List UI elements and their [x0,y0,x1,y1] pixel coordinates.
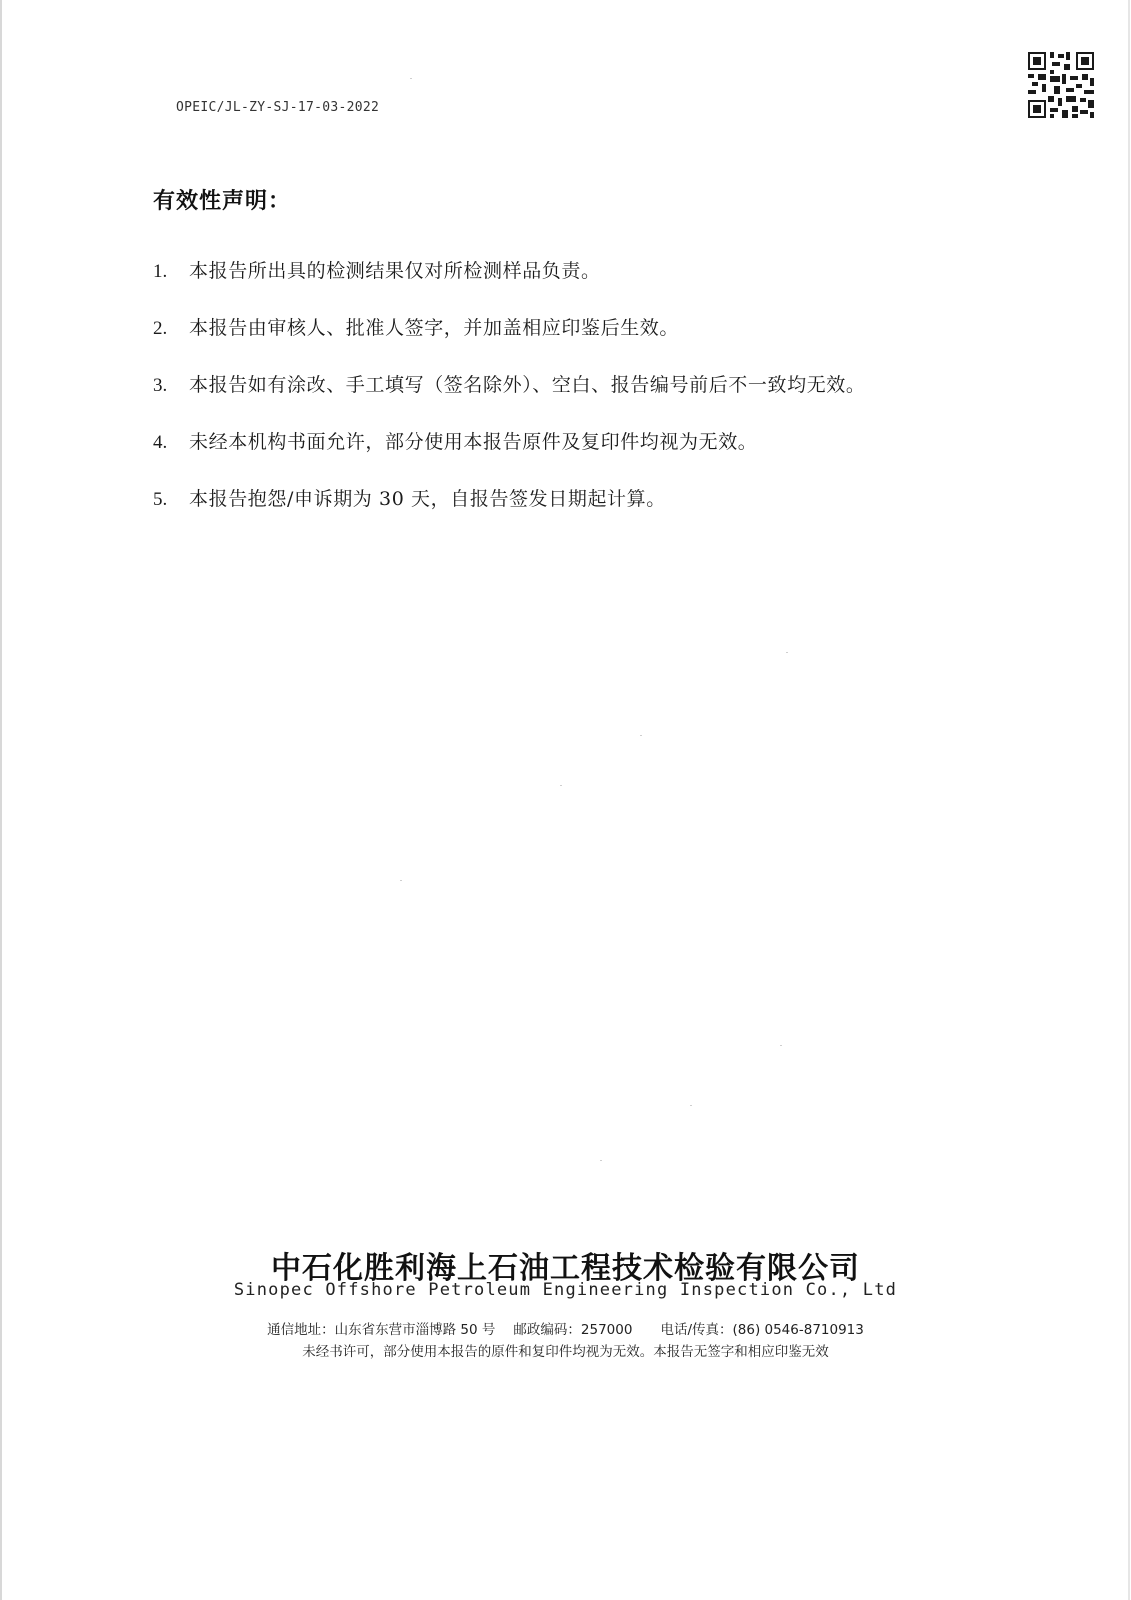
scan-speck [560,785,562,786]
scan-edge-left [0,0,2,1600]
statement-clause-1 [153,256,601,283]
scan-speck [640,735,642,736]
clause-text: 本报告如有涂改、手工填写（签名除外）、空白、报告编号前后不一致均无效。 [189,374,866,396]
clause-text: 本报告抱怨/申诉期为 30 天，自报告签发日期起计算。 [189,488,666,510]
scan-speck [690,1105,692,1106]
validity-statement-title: 有效性声明： [153,189,292,214]
clause-text: 本报告由审核人、批准人签字，并加盖相应印鉴后生效。 [189,317,680,339]
scan-speck [600,1160,602,1161]
phone-fax: 电话/传真：(86) 0546-8710913 [660,1322,864,1338]
scan-speck [786,652,788,653]
qr-code-icon [1028,52,1094,118]
postal-code: 邮政编码：257000 [513,1322,633,1338]
clause-number: 4. [153,432,168,453]
contact-line [0,1318,1131,1338]
scan-edge-right [1128,0,1130,1600]
scan-speck [780,1045,782,1046]
statement-clause-4 [153,427,757,454]
clause-number: 1. [153,261,168,282]
document-code: OPEIC/JL-ZY-SJ-17-03-2022 [176,100,380,115]
statement-clause-2 [153,313,679,340]
usage-notice: 未经书许可，部分使用本报告的原件和复印件均视为无效。本报告无签字和相应印鉴无效 [302,1344,829,1360]
statement-clause-3 [153,370,866,397]
clause-number: 5. [153,489,168,510]
company-name-english: Sinopec Offshore Petroleum Engineering Inspection Co., Ltd [233,1280,898,1300]
clause-text: 未经本机构书面允许，部分使用本报告原件及复印件均视为无效。 [189,431,758,453]
scan-speck [400,880,402,881]
clause-text: 本报告所出具的检测结果仅对所检测样品负责。 [189,260,601,282]
clause-number: 2. [153,318,168,339]
clause-number: 3. [153,375,168,396]
mailing-address: 通信地址：山东省东营市淄博路 50 号 [267,1322,496,1338]
scan-speck [410,78,412,79]
statement-clause-5 [153,484,666,511]
company-name-chinese: 中石化胜利海上石油工程技术检验有限公司 [271,1251,860,1286]
